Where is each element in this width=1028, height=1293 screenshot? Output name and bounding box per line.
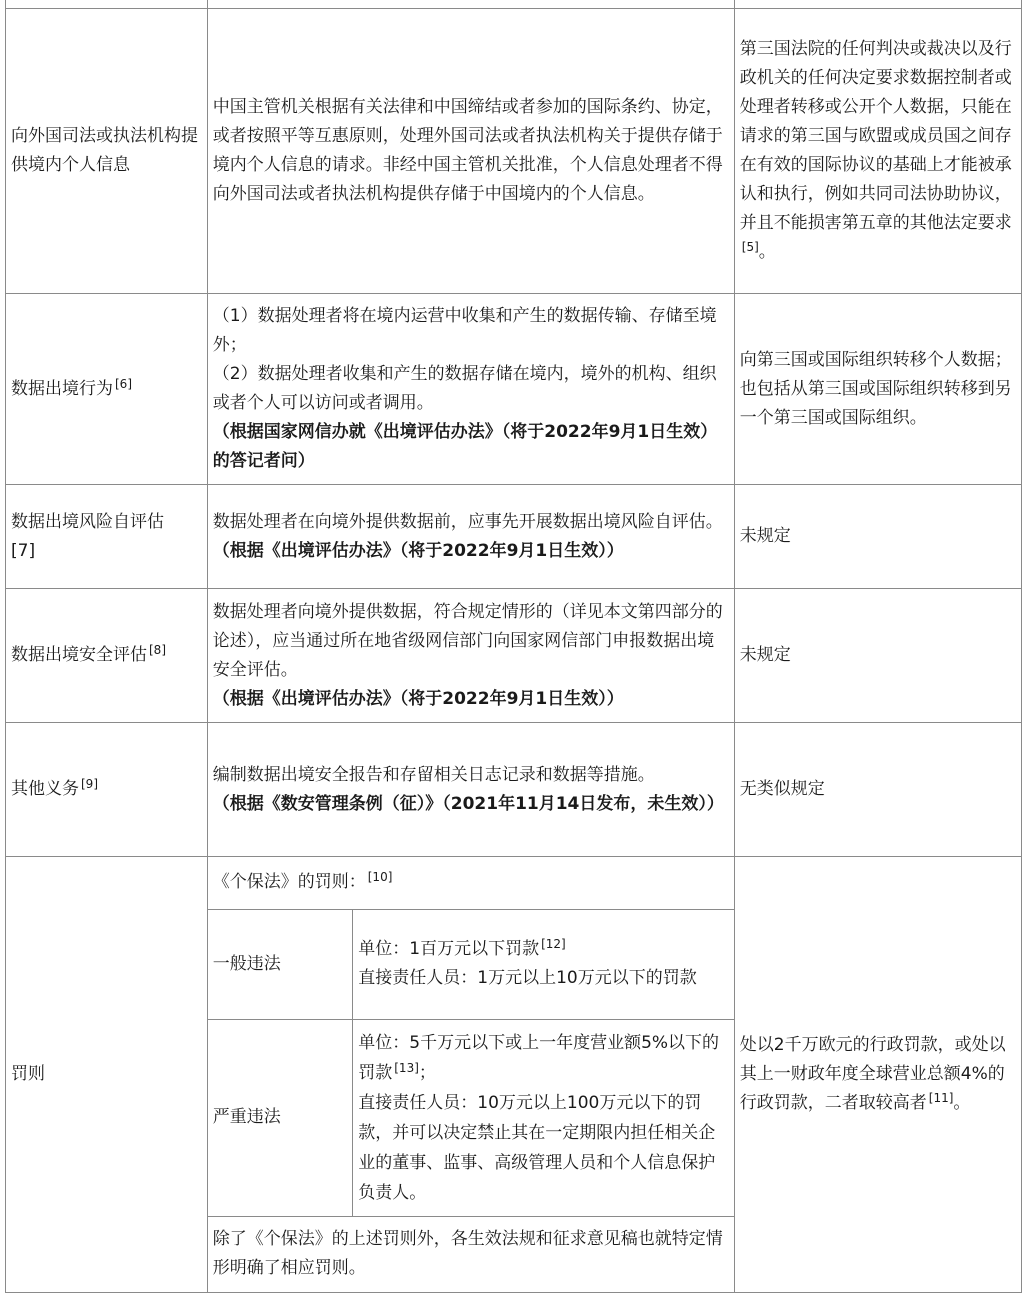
penalty-level-text: 严重违法 (212, 1107, 281, 1127)
china-source: （根据《出境评估办法》（将于2022年9月1日生效）） (212, 688, 624, 709)
eu-text: 未规定 (739, 526, 791, 546)
table-row-previous (6, 0, 1022, 9)
china-cell (207, 857, 734, 1293)
china-source: （根据国家网信办就《出境评估办法》（将于2022年9月1日生效）的答记者问） (212, 422, 718, 471)
footnote-ref[interactable]: [9] (81, 777, 98, 791)
table-row (6, 485, 1022, 589)
cell-previous-eu (734, 0, 1021, 9)
china-cell (207, 723, 734, 857)
row-label-text: 罚则 (11, 1064, 45, 1084)
penalty-person-text: 直接责任人员：1万元以上10万元以下的罚款 (358, 968, 697, 988)
footnote-ref[interactable]: [7] (11, 540, 36, 561)
table-row (6, 723, 1022, 857)
eu-cell (734, 723, 1021, 857)
row-label-text: 数据出境安全评估 (11, 645, 147, 665)
eu-text: 无类似规定 (739, 779, 825, 799)
eu-cell (734, 9, 1021, 294)
china-source: （根据《出境评估办法》（将于2022年9月1日生效）） (212, 540, 624, 561)
penalty-unit-text: 单位：1百万元以下罚款 (358, 939, 540, 959)
china-source: （根据《数安管理条例（征）》（2021年11月14日发布，未生效）） (212, 793, 724, 814)
footnote-ref[interactable]: [8] (149, 643, 166, 657)
penalty-intro-row (208, 857, 734, 909)
penalty-unit-text: 单位：5千万元以下或上一年度营业额5%以下的罚款 (358, 1032, 720, 1083)
eu-text-end: 。 (758, 242, 776, 262)
row-label-text: 数据出境风险自评估 (11, 511, 164, 532)
table-row (6, 857, 1022, 1293)
comparison-table (5, 0, 1022, 1293)
penalty-footer-text: 除了《个保法》的上述罚则外，各生效法规和征求意见稿也就特定情形明确了相应罚则。 (212, 1229, 723, 1279)
penalty-footer-row (208, 1216, 734, 1292)
row-label-text: 向外国司法或执法机构提供境内个人信息 (11, 126, 198, 175)
china-text: 数据处理者向境外提供数据，符合规定情形的（详见本文第四部分的论述），应当通过所在地省级网信部门向国家网信部门申报数据出境安全评估。 (212, 601, 723, 680)
row-label (6, 857, 208, 1293)
penalty-table (208, 857, 734, 1292)
cell-previous-label (6, 0, 208, 9)
eu-cell (734, 485, 1021, 589)
china-cell (207, 294, 734, 485)
footnote-ref[interactable]: [10] (367, 870, 393, 885)
table-row (6, 589, 1022, 723)
table-row (6, 294, 1022, 485)
penalty-person-text: 直接责任人员：10万元以上100万元以下的罚款，并可以决定禁止其在一定期限内担任相关企业的董事、监事、高级管理人员和个人信息保护负责人。 (358, 1092, 716, 1203)
cell-previous-china (207, 0, 734, 9)
eu-cell (734, 857, 1021, 1293)
penalty-detail (353, 1019, 734, 1216)
penalty-intro (208, 857, 734, 909)
china-cell (207, 485, 734, 589)
eu-cell (734, 589, 1021, 723)
china-text-2: （2）数据处理者收集和产生的数据存储在境内，境外的机构、组织或者个人可以访问或者调用。 (212, 364, 717, 413)
china-text: 数据处理者在向境外提供数据前，应事先开展数据出境风险自评估。 (212, 511, 723, 532)
china-cell (207, 9, 734, 294)
row-label (6, 723, 208, 857)
table-row (6, 9, 1022, 294)
china-text-1: （1）数据处理者将在境内运营中收集和产生的数据传输、存储至境外； (212, 306, 717, 355)
eu-text: 未规定 (739, 645, 791, 665)
china-text: 编制数据出境安全报告和存留相关日志记录和数据等措施。 (212, 764, 655, 785)
footnote-ref[interactable]: [11] (928, 1091, 954, 1105)
eu-text: 处以2千万欧元的行政罚款，或处以其上一财政年度全球营业总额4%的行政罚款，二者取较高者 (739, 1035, 1006, 1113)
penalty-row-general (208, 909, 734, 1019)
row-label (6, 485, 208, 589)
row-label (6, 9, 208, 294)
penalty-level-text: 一般违法 (212, 953, 281, 974)
penalty-detail (353, 909, 734, 1019)
penalty-row-serious (208, 1019, 734, 1216)
penalty-intro-text: 《个保法》的罚则： (212, 872, 366, 893)
row-label (6, 589, 208, 723)
footnote-ref[interactable]: [13] (394, 1060, 419, 1075)
eu-text: 第三国法院的任何判决或裁决以及行政机关的任何决定要求数据控制者或处理者转移或公开个人数据，只能在请求的第三国与欧盟或成员国之间存在有效的国际协议的基础上才能被承认和执行，例如共同司法协助协议，并且不能损害第五章的其他法定要求 (739, 39, 1012, 233)
footnote-ref[interactable]: [5] (741, 240, 759, 254)
row-label (6, 294, 208, 485)
china-cell (207, 589, 734, 723)
penalty-unit-end: ； (418, 1062, 436, 1083)
eu-cell (734, 294, 1021, 485)
penalty-footer (208, 1216, 734, 1292)
eu-text: 向第三国或国际组织转移个人数据；也包括从第三国或国际组织转移到另一个第三国或国际组织。 (739, 349, 1012, 428)
row-label-text: 数据出境行为 (11, 378, 113, 399)
footnote-ref[interactable]: [12] (541, 937, 566, 951)
footnote-ref[interactable]: [6] (115, 376, 132, 391)
row-label-text: 其他义务 (11, 779, 79, 799)
china-text: 中国主管机关根据有关法律和中国缔结或者参加的国际条约、协定，或者按照平等互惠原则，处理外国司法或者执法机构关于提供存储于境内个人信息的请求。非经中国主管机关批准，个人信息处理者不得向外国司法或者执法机构提供存储于中国境内的个人信息。 (212, 97, 723, 204)
penalty-level (208, 1019, 353, 1216)
penalty-level (208, 909, 353, 1019)
eu-text-end: 。 (953, 1093, 971, 1113)
